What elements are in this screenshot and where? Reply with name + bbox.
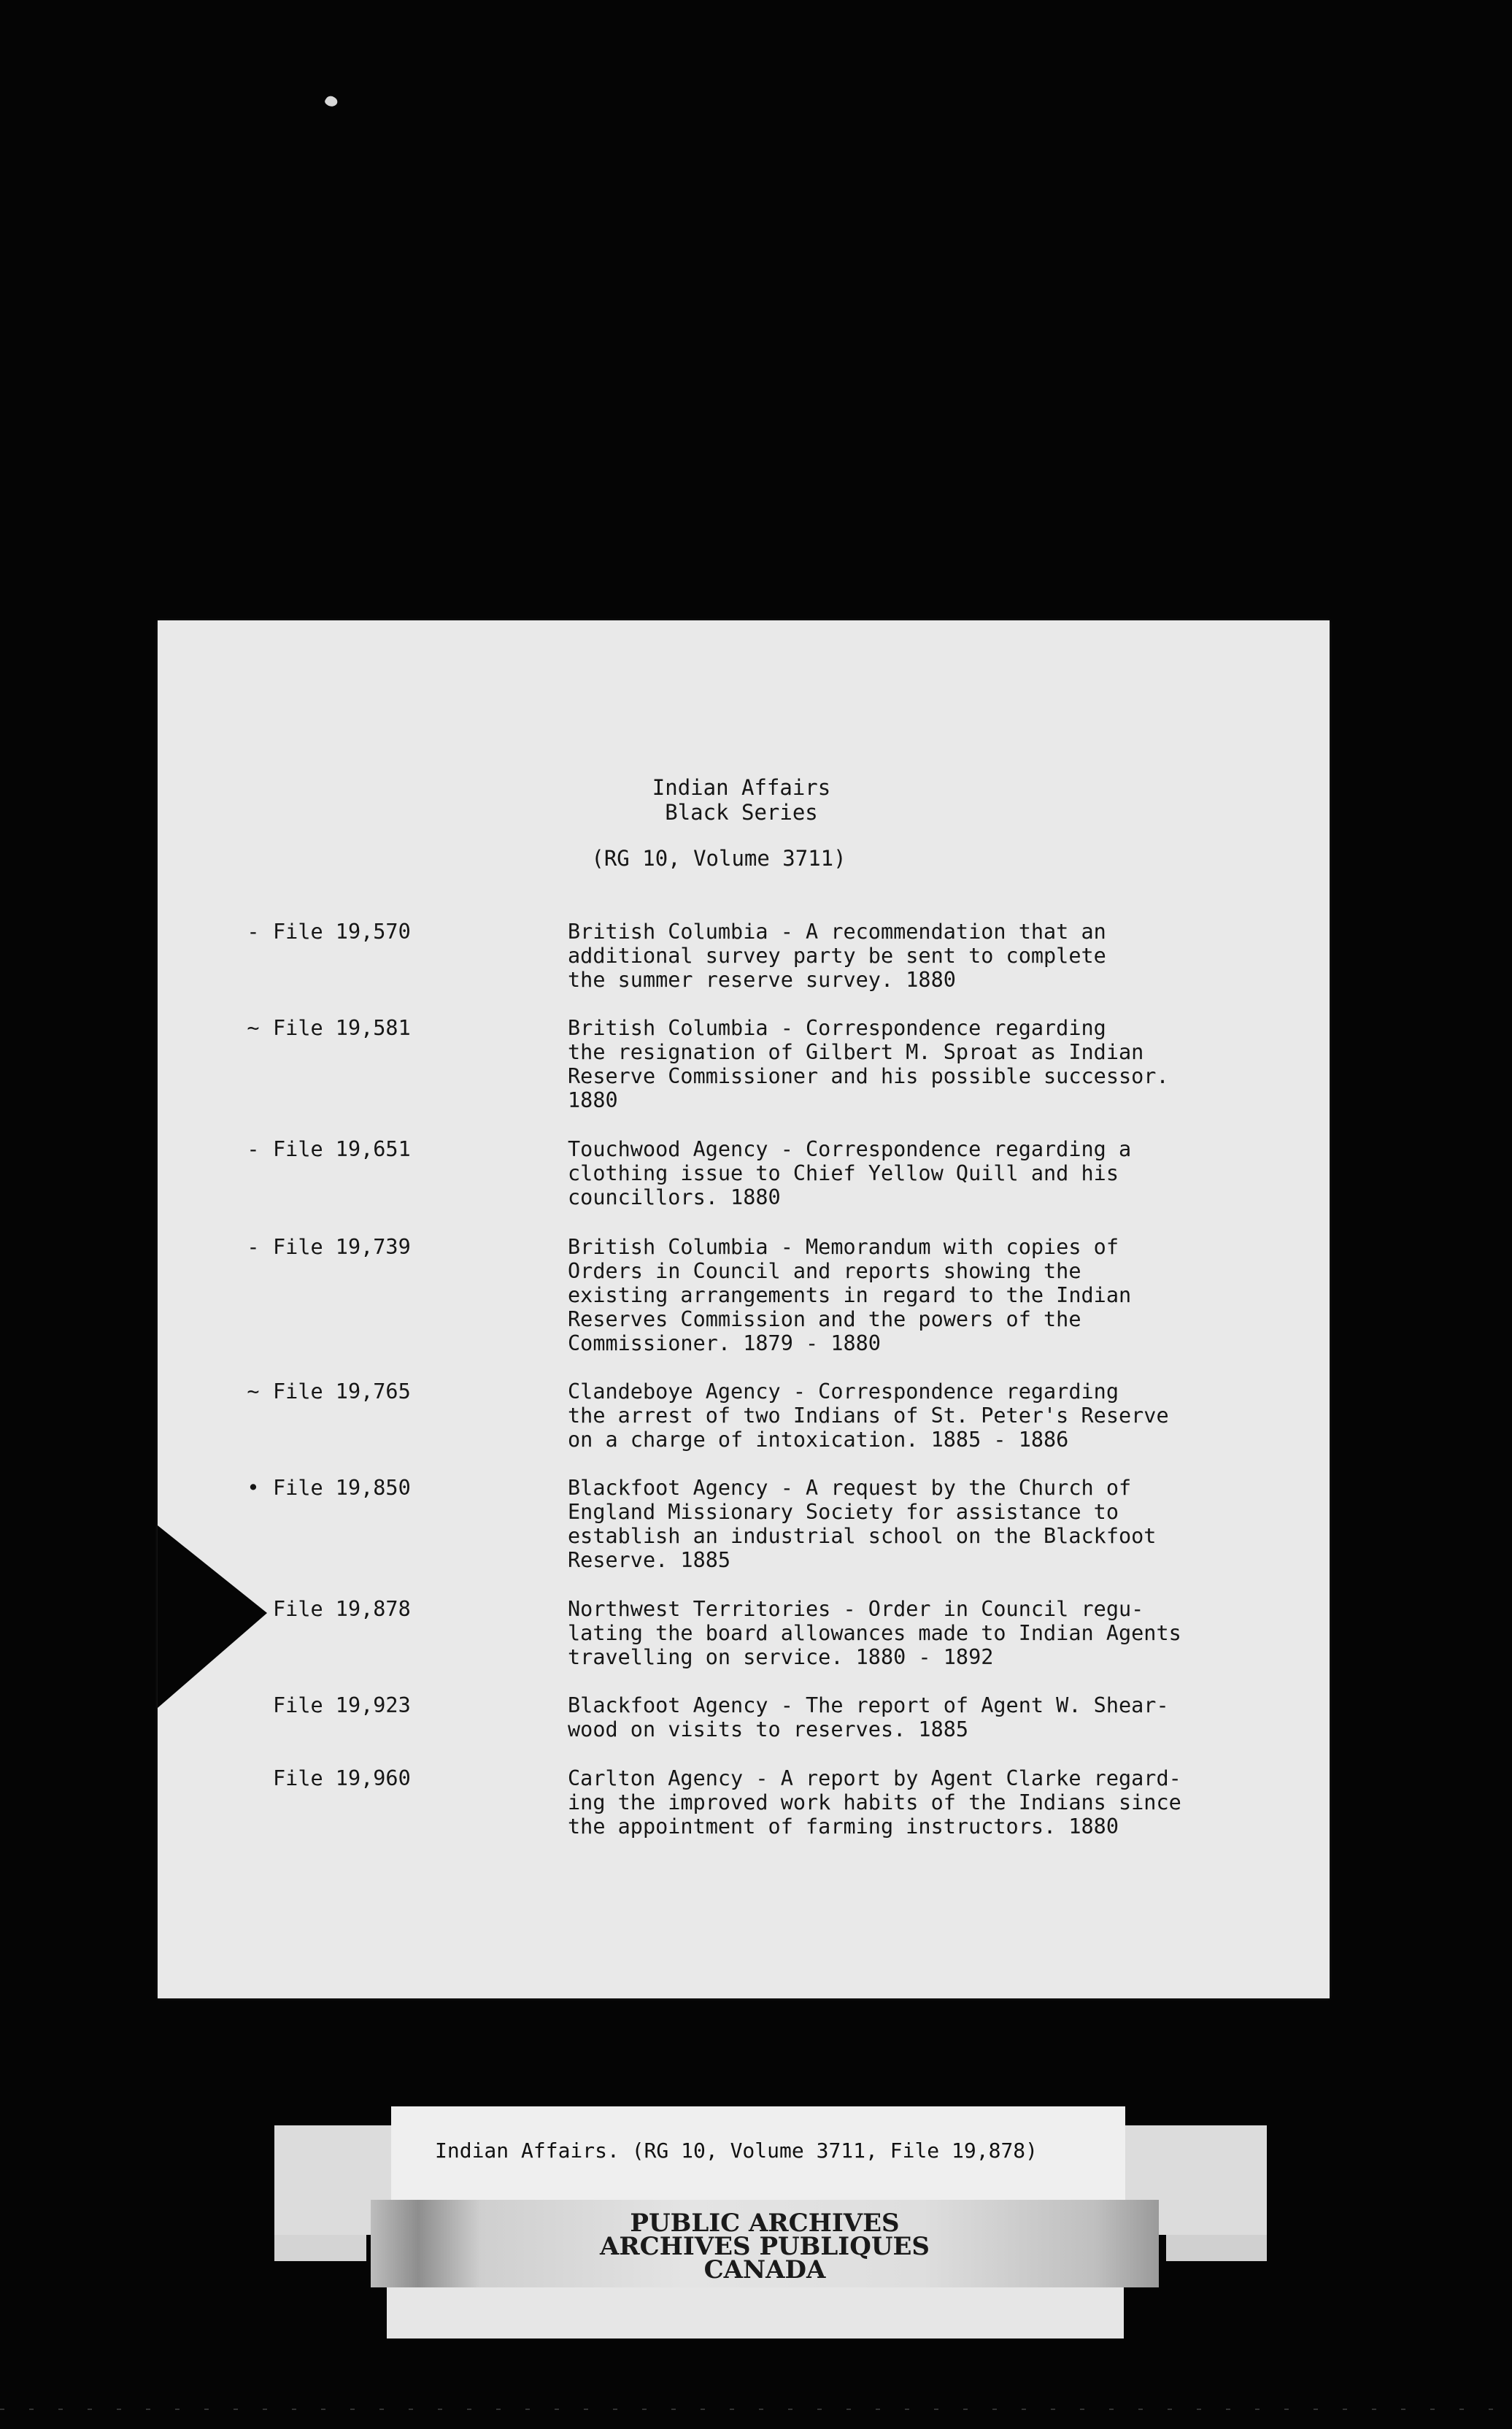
file-number: File 19,923 — [273, 1693, 411, 1717]
file-number: File 19,850 — [273, 1476, 411, 1500]
file-number: File 19,570 — [273, 920, 411, 944]
header-volume: (RG 10, Volume 3711) — [591, 846, 846, 871]
header-agency: Indian Affairs — [652, 775, 831, 800]
archives-stamp-text — [371, 2211, 1159, 2282]
check-mark: ~ — [247, 1016, 260, 1040]
file-description: British Columbia - Memorandum with copies of Orders in Council and reports showing the existing arrangements in regard to the Indian Reserves Commission and the powers of the Commissioner. 1879 - 1880 — [568, 1235, 1132, 1355]
document-page — [158, 620, 1330, 1998]
file-description: Blackfoot Agency - A request by the Church of England Missionary Society for assistance to establish an industrial school on the Blackfoot Reserve. 1885 — [568, 1476, 1157, 1572]
dust-speck — [323, 94, 339, 109]
stamp-line-english: PUBLIC ARCHIVES — [630, 2209, 900, 2238]
file-number: File 19,651 — [273, 1137, 411, 1161]
check-mark: - — [247, 1235, 260, 1259]
file-description: Blackfoot Agency - The report of Agent W. Shear- wood on visits to reserves. 1885 — [568, 1693, 1169, 1741]
file-description: Northwest Territories - Order in Council regu- lating the board allowances made to Indian Agents travelling on service. 1880 - 1892 — [568, 1597, 1181, 1669]
stamp-line-french: ARCHIVES PUBLIQUES — [600, 2232, 930, 2261]
file-description: Clandeboye Agency - Correspondence regarding the arrest of two Indians of St. Peter's Reserve on a charge of intoxication. 1885 - 1886 — [568, 1379, 1169, 1452]
file-number: File 19,878 — [273, 1597, 411, 1621]
stamp-line-country: CANADA — [703, 2255, 826, 2284]
check-mark: • — [247, 1476, 260, 1500]
check-mark: - — [247, 920, 260, 944]
file-number: File 19,765 — [273, 1379, 411, 1404]
file-number: File 19,960 — [273, 1766, 411, 1790]
file-number: File 19,739 — [273, 1235, 411, 1259]
file-description: British Columbia - Correspondence regarding the resignation of Gilbert M. Sproat as Indian Reserve Commissioner and his possible successor. 1880 — [568, 1016, 1169, 1112]
check-mark: ~ — [247, 1379, 260, 1404]
label-base — [387, 2287, 1124, 2338]
file-number: File 19,581 — [273, 1016, 411, 1040]
file-description: Carlton Agency - A report by Agent Clarke regard- ing the improved work habits of the Indians since the appointment of farming instructors. 1880 — [568, 1766, 1181, 1839]
scan-edge — [0, 2409, 1512, 2410]
page-notch — [158, 1525, 267, 1715]
file-description: British Columbia - A recommendation that an additional survey party be sent to complete the summer reserve survey. 1880 — [568, 920, 1106, 992]
check-mark: - — [247, 1137, 260, 1161]
reference-text: Indian Affairs. (RG 10, Volume 3711, File 19,878) — [435, 2139, 1038, 2163]
header-series: Black Series — [665, 800, 818, 825]
file-description: Touchwood Agency - Correspondence regarding a clothing issue to Chief Yellow Quill and his councillors. 1880 — [568, 1137, 1132, 1209]
